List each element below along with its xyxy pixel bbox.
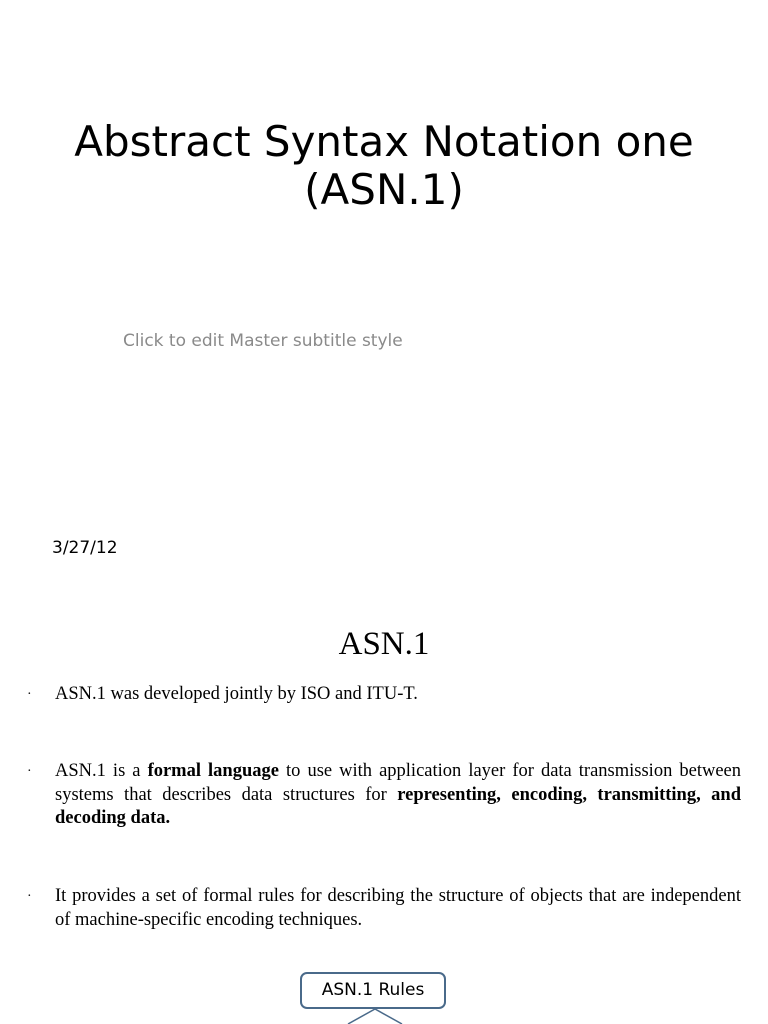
bullet-bold-text: formal language	[147, 761, 279, 781]
bullet-text: ASN.1 was developed jointly by ISO and ITU-T.	[55, 684, 418, 704]
bullet-text: It provides a set of formal rules for describing the structure of objects that are independent of machine-specific encoding techniques.	[55, 886, 741, 930]
diagram-root-node: ASN.1 Rules	[300, 972, 446, 1009]
bullet-text: to use with application layer for data transmission between systems that describes data structures for	[55, 761, 742, 805]
connector-line-left	[348, 1009, 375, 1024]
title-line-2: (ASN.1)	[304, 165, 464, 214]
diagram-connector	[340, 1009, 420, 1024]
slide-title	[40, 118, 728, 214]
bullet-marker: ·	[27, 889, 32, 904]
bullet-bold-text: representing, encoding, transmitting, and decoding data.	[55, 784, 741, 828]
slide-date: 3/27/12	[52, 538, 118, 558]
connector-line-right	[375, 1009, 402, 1024]
bullet-item	[55, 885, 741, 932]
bullet-text: ASN.1 is a	[55, 761, 148, 781]
slide-title: ASN.1	[338, 626, 430, 662]
bullet-marker: ·	[27, 764, 32, 779]
bullet-marker: ·	[27, 687, 32, 702]
bullet-item	[55, 683, 741, 707]
subtitle-placeholder[interactable]: Click to edit Master subtitle style	[123, 331, 403, 351]
bullet-item	[55, 760, 741, 831]
title-line-1: Abstract Syntax Notation one	[74, 117, 694, 166]
